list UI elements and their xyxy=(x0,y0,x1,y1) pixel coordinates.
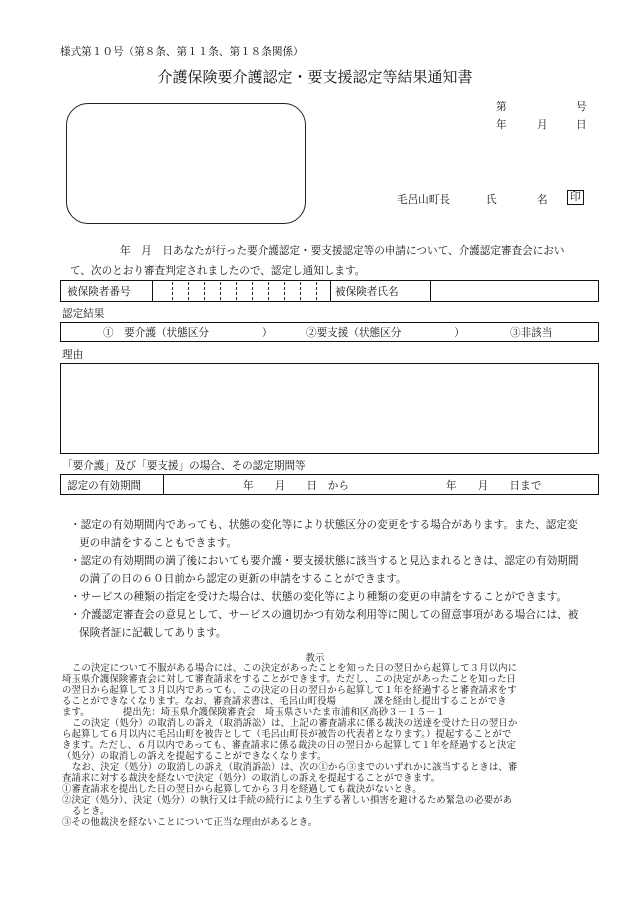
result-option-not-applicable: ③非該当 xyxy=(510,327,553,339)
period-section-label: 「要介護」及び「要支援」の場合、その認定期間等 xyxy=(62,460,306,472)
instruction-heading: 教示 xyxy=(305,653,325,664)
instruction-line: この決定（処分）の取消しの訴え（取消訴訟）は、上記の審査請求に係る裁決の送達を受けた日の翌日か xyxy=(72,718,518,729)
date-year: 年 xyxy=(496,119,507,131)
note-3-line-1: ・サービスの種類の指定を受けた場合は、状態の変化等により種類の変更の申請をすることができます。 xyxy=(70,591,568,603)
address-window xyxy=(66,103,306,224)
instruction-line: の翌日から起算して３月以内であっても、この決定の日の翌日から起算して１年を経過すると審査請求をす xyxy=(62,685,517,696)
issuer-shi: 氏 xyxy=(486,194,497,206)
period-to: 年 月 日まで xyxy=(446,480,542,492)
reason-label: 理由 xyxy=(62,349,84,361)
note-2-line-1: ・認定の有効期間の満了後においても要介護・要支援状態に該当すると見込まれるときは、認定の有効期間 xyxy=(70,555,579,567)
insured-name-label: 被保険者氏名 xyxy=(335,286,399,298)
instruction-line: ます。 提出先：埼玉県介護保険審査会 埼玉県さいたま市浦和区高砂３－１５－１ xyxy=(62,707,446,718)
reason-box xyxy=(60,363,599,454)
intro-line-1: 年 月 日あなたが行った要介護認定・要支援認定等の申請について、介護認定審査会におい xyxy=(120,245,565,257)
result-option-support: ②要支援（状態区分 ） xyxy=(306,327,465,339)
date-month: 月 xyxy=(537,119,548,131)
note-4-line-2: 保険者証に記載してあります。 xyxy=(79,627,227,639)
result-section-label: 認定結果 xyxy=(62,308,105,320)
seal-label: 印 xyxy=(567,190,584,205)
seal-mark xyxy=(567,190,584,205)
result-option-care: ① 要介護（状態区分 ） xyxy=(103,327,273,339)
doc-number-prefix: 第 xyxy=(496,101,507,113)
doc-number-suffix: 号 xyxy=(576,101,587,113)
date-day: 日 xyxy=(576,119,587,131)
instruction-line: るとき。 xyxy=(72,806,110,817)
insured-number-label: 被保険者番号 xyxy=(67,286,131,298)
instruction-line: ①審査請求を提出した日の翌日から起算してから３月を経過しても裁決がないとき。 xyxy=(62,784,422,795)
note-1-line-1: ・認定の有効期間内であっても、状態の変化等により状態区分の変更をする場合があります。また、認定変 xyxy=(70,519,578,531)
instruction-line: きます。ただし、６月以内であっても、審査請求に係る裁決の日の翌日から起算して１年を経過すると決定 xyxy=(62,740,516,751)
instruction-line: この決定について不服がある場合には、この決定があったことを知った日の翌日から起算して３月以内に xyxy=(72,663,518,674)
instruction-line: ②決定（処分）、決定（処分）の執行又は手続の続行により生ずる著しい損害を避けるため緊急の必要があ xyxy=(62,795,513,806)
instruction-line: ら起算して６月以内に毛呂山町を被告として（毛呂山町長が被告の代表者となります。）提起することがで xyxy=(62,729,512,740)
period-label: 認定の有効期間 xyxy=(67,480,142,492)
document-title: 介護保険要介護認定・要支援認定等結果通知書 xyxy=(157,68,473,86)
instruction-line: なお、決定（処分）の取消しの訴え（取消訴訟）は、次の①から③までのいずれかに該当するときは、審 xyxy=(72,762,518,773)
instruction-line: 査請求に対する裁決を経ないで決定（処分）の取消しの訴えを提起することができます。 xyxy=(62,773,441,784)
instruction-line: ③その他裁決を経ないことについて正当な理由があるとき。 xyxy=(62,817,318,828)
note-4-line-1: ・介護認定審査会の意見として、サービスの適切かつ有効な利用等に関しての留意事項がある場合には、被 xyxy=(70,609,579,621)
issuer-name: 毛呂山町長 xyxy=(397,194,450,206)
intro-line-2: て、次のとおり審査判定されましたので、認定し通知します。 xyxy=(70,265,366,277)
note-1-line-2: 更の申請をすることもできます。 xyxy=(79,537,238,549)
issuer-mei: 名 xyxy=(537,194,548,206)
instruction-line: ることができなくなります。なお、審査請求書は、毛呂山町役場 課を経由し提出することができ xyxy=(62,696,507,707)
form-number: 様式第１０号（第８条、第１１条、第１８条関係） xyxy=(60,46,304,58)
instruction-line: （処分）の取消しの訴えを提起することができなくなります。 xyxy=(62,751,327,762)
period-from: 年 月 日 から xyxy=(243,480,349,492)
instruction-line: 埼玉県介護保険審査会に対して審査請求をすることができます。ただし、この決定があったことを知った日 xyxy=(62,674,516,685)
note-2-line-2: の満了の日の６０日前から認定の更新の申請をすることができます。 xyxy=(79,573,407,585)
